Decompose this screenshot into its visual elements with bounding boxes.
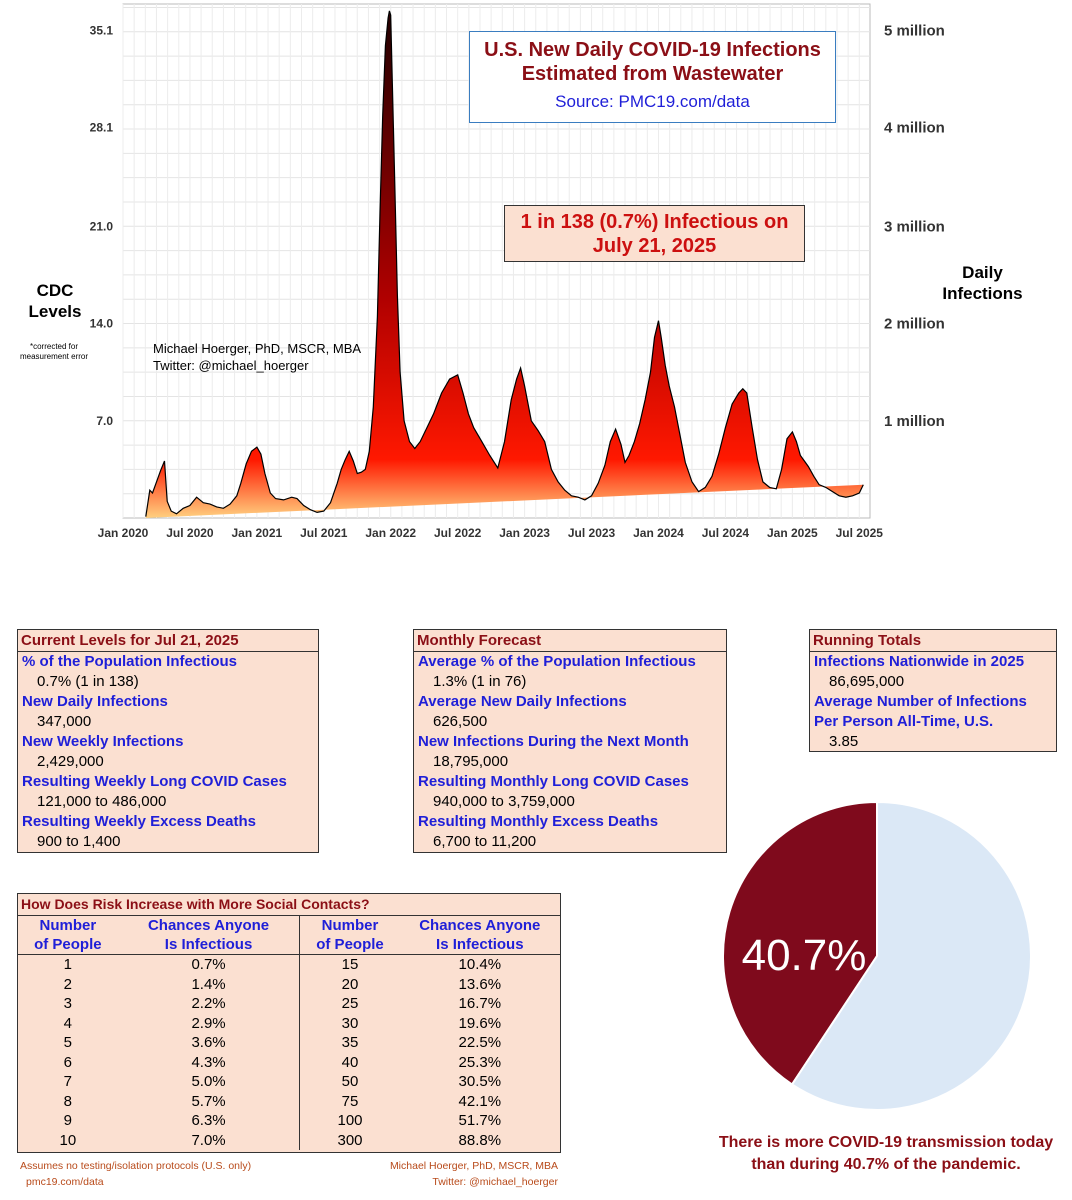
y-tick-label: 14.0 <box>89 316 113 331</box>
totals-label: Infections Nationwide in 2025 <box>814 653 1025 670</box>
table-cell: 19.6% <box>458 1014 502 1032</box>
table-cell: 2.9% <box>118 1014 300 1034</box>
footer-left <box>20 1158 251 1190</box>
table-cell: 6 <box>63 1053 73 1071</box>
y-tick-label: 35.1 <box>89 23 113 38</box>
y2-axis-title: Daily Infections <box>942 263 1023 303</box>
table-cell: 0.7% <box>118 955 300 975</box>
pie-caption-line1: There is more COVID-19 transmission today <box>718 1134 1054 1151</box>
current-label: % of the Population Infectious <box>22 653 237 670</box>
current-value: 347,000 <box>37 713 92 730</box>
y-tick-label: 28.1 <box>89 120 113 135</box>
current-value: 2,429,000 <box>37 753 104 770</box>
table-cell: 3 <box>63 995 73 1013</box>
table-row <box>18 1131 560 1151</box>
current-label: Resulting Weekly Long COVID Cases <box>22 773 287 790</box>
table-cell: 7 <box>63 1073 73 1091</box>
current-value: 0.7% (1 in 138) <box>37 673 139 690</box>
y-tick-label: 21.0 <box>89 219 113 234</box>
pie-slice-label: 40.7% <box>741 931 867 980</box>
totals-label: Per Person All-Time, U.S. <box>814 713 994 730</box>
x-tick-label: Jul 2021 <box>300 526 348 540</box>
table-cell: 10 <box>59 1131 77 1149</box>
table-cell: 20 <box>341 975 359 993</box>
footer-twitter: Twitter: @michael_hoerger <box>432 1176 558 1188</box>
chart-credit <box>153 340 361 374</box>
table-row <box>18 1014 560 1034</box>
column-header: Number of People <box>34 917 102 953</box>
x-tick-label: Jan 2025 <box>766 526 818 540</box>
table-cell: 1.4% <box>118 975 300 995</box>
table-row <box>18 1092 560 1112</box>
risk-table-header <box>18 916 560 955</box>
table-cell: 8 <box>63 1092 73 1110</box>
forecast-value: 6,700 to 11,200 <box>433 833 537 850</box>
chart-source: Source: PMC19.com/data <box>555 92 750 111</box>
current-label: New Daily Infections <box>22 693 168 710</box>
forecast-label: Average New Daily Infections <box>418 693 627 710</box>
x-tick-label: Jul 2020 <box>166 526 214 540</box>
x-tick-label: Jul 2023 <box>567 526 616 540</box>
x-tick-label: Jan 2021 <box>231 526 283 540</box>
chart-title-box <box>469 31 836 123</box>
y2-tick-label: 3 million <box>884 218 945 236</box>
x-tick-label: Jan 2022 <box>365 526 417 540</box>
forecast-label: Resulting Monthly Excess Deaths <box>418 813 659 830</box>
totals-value: 3.85 <box>829 733 859 750</box>
table-cell: 88.8% <box>458 1131 502 1149</box>
table-cell: 75 <box>341 1092 359 1110</box>
column-header: Chances Anyone Is Infectious <box>419 917 541 953</box>
pie-caption <box>700 1132 1072 1176</box>
y2-tick-label: 1 million <box>884 412 945 430</box>
totals-value: 86,695,000 <box>829 673 905 690</box>
forecast-value: 940,000 to 3,759,000 <box>433 793 575 810</box>
table-cell: 50 <box>341 1073 359 1091</box>
table-row <box>18 1111 560 1131</box>
table-cell: 5 <box>63 1034 73 1052</box>
pandemic-percentile-pie <box>700 780 1072 1110</box>
table-cell: 42.1% <box>458 1092 502 1110</box>
table-cell: 9 <box>63 1112 73 1130</box>
table-cell: 16.7% <box>458 995 502 1013</box>
table-cell: 4.3% <box>118 1053 300 1073</box>
forecast-value: 18,795,000 <box>433 753 509 770</box>
table-cell: 6.3% <box>118 1111 300 1131</box>
monthly-forecast-panel <box>413 629 727 853</box>
table-cell: 2.2% <box>118 994 300 1014</box>
table-cell: 35 <box>341 1034 359 1052</box>
risk-table-body <box>18 955 560 1151</box>
credit-twitter: Twitter: @michael_hoerger <box>153 358 309 373</box>
table-cell: 13.6% <box>458 975 502 993</box>
totals-title: Running Totals <box>810 630 1056 652</box>
table-cell: 51.7% <box>458 1112 502 1130</box>
table-cell: 100 <box>337 1112 363 1130</box>
running-totals-panel <box>809 629 1057 752</box>
x-tick-label: Jan 2023 <box>499 526 550 540</box>
y2-tick-label: 5 million <box>884 22 945 40</box>
table-cell: 300 <box>337 1131 363 1149</box>
current-label: Resulting Weekly Excess Deaths <box>22 813 256 830</box>
table-row <box>18 1053 560 1073</box>
forecast-title: Monthly Forecast <box>414 630 726 652</box>
forecast-value: 626,500 <box>433 713 488 730</box>
forecast-label: Resulting Monthly Long COVID Cases <box>418 773 689 790</box>
table-cell: 5.7% <box>118 1092 300 1112</box>
forecast-label: Average % of the Population Infectious <box>418 653 696 670</box>
x-tick-label: Jul 2025 <box>835 526 883 540</box>
footer-assumption: Assumes no testing/isolation protocols (U.S. only) <box>20 1160 252 1172</box>
x-tick-label: Jan 2020 <box>97 526 149 540</box>
y-axis-note: *corrected for measurement error <box>19 342 89 361</box>
table-row <box>18 1033 560 1053</box>
risk-table <box>18 916 560 1150</box>
table-cell: 40 <box>341 1053 359 1071</box>
x-tick-label: Jan 2024 <box>633 526 684 540</box>
x-tick-label: Jul 2022 <box>433 526 482 540</box>
current-levels-title: Current Levels for Jul 21, 2025 <box>18 630 318 652</box>
column-header: Chances Anyone Is Infectious <box>118 916 300 955</box>
table-row <box>18 994 560 1014</box>
current-label: New Weekly Infections <box>22 733 184 750</box>
table-cell: 1 <box>63 956 73 974</box>
table-row <box>18 975 560 995</box>
table-cell: 30.5% <box>458 1073 502 1091</box>
table-cell: 10.4% <box>458 956 502 974</box>
table-cell: 22.5% <box>458 1034 502 1052</box>
x-tick-label: Jul 2024 <box>701 526 750 540</box>
forecast-label: New Infections During the Next Month <box>418 733 689 750</box>
table-cell: 3.6% <box>118 1033 300 1053</box>
current-levels-panel <box>17 629 319 853</box>
table-row <box>18 1072 560 1092</box>
table-cell: 5.0% <box>118 1072 300 1092</box>
y-axis-title: CDC Levels <box>28 281 82 321</box>
table-cell: 7.0% <box>118 1131 300 1151</box>
risk-table-panel <box>17 893 561 1153</box>
y-tick-label: 7.0 <box>96 413 113 428</box>
table-cell: 15 <box>341 956 359 974</box>
table-cell: 25.3% <box>458 1053 502 1071</box>
table-cell: 2 <box>63 975 73 993</box>
current-value: 900 to 1,400 <box>37 833 121 850</box>
y2-tick-label: 2 million <box>884 315 945 333</box>
risk-table-title: How Does Risk Increase with More Social Contacts? <box>18 894 560 916</box>
footer-url: pmc19.com/data <box>26 1176 104 1188</box>
credit-name: Michael Hoerger, PhD, MSCR, MBA <box>153 341 362 356</box>
table-cell: 25 <box>341 995 359 1013</box>
table-row <box>18 955 560 975</box>
table-cell: 4 <box>63 1014 73 1032</box>
current-value: 121,000 to 486,000 <box>37 793 167 810</box>
pie-caption-line2: than during 40.7% of the pandemic. <box>751 1156 1021 1173</box>
column-header: Number of People <box>316 917 384 953</box>
y2-tick-label: 4 million <box>884 119 945 137</box>
footer-credit: Michael Hoerger, PhD, MSCR, MBA <box>389 1160 558 1172</box>
table-cell: 30 <box>341 1014 359 1032</box>
infectious-callout: 1 in 138 (0.7%) Infectious on July 21, 2025 <box>504 205 805 262</box>
forecast-value: 1.3% (1 in 76) <box>433 673 527 690</box>
chart-title: U.S. New Daily COVID-19 Infections Estimated from Wastewater <box>484 39 821 85</box>
totals-label: Average Number of Infections <box>814 693 1027 710</box>
footer-right <box>360 1158 558 1190</box>
